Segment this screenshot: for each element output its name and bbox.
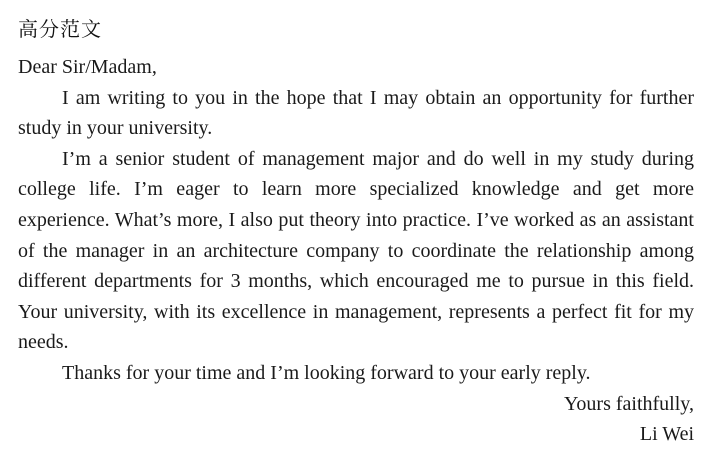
letter-paragraph: I’m a senior student of management major and do well in my study during college life. I’m eager to learn more specialized knowledge and get more experience. What’s more, I also put theory into practice. I’ve worked as an assistant of the manager in an architecture company to coordinate the relationship among different departments for 3 months, which encouraged me to pursue in this field. Your university, with its excellence in management, represents a perfect fit for my needs. (18, 147, 694, 354)
cropped-previous-line (0, 0, 713, 4)
letter-closing: Yours faithfully, (563, 392, 694, 415)
section-heading: 高分范文 (18, 17, 102, 41)
letter-salutation: Dear Sir/Madam, (18, 56, 157, 78)
letter-signature: Li Wei (639, 423, 694, 446)
letter-paragraph: Thanks for your time and I’m looking forward to your early reply. (62, 361, 591, 384)
letter-paragraph: I am writing to you in the hope that I may obtain an opportunity for further study in your university. (18, 86, 694, 140)
letter-body (18, 52, 694, 450)
